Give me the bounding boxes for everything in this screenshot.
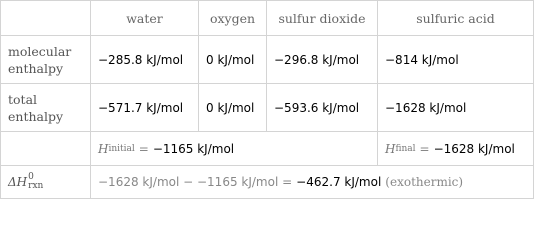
total-enthalpy-oxygen: 0 kJ/mol <box>206 100 255 115</box>
final-enthalpy-symbol: H <box>385 141 396 156</box>
row-label-total-enthalpy: total enthalpy <box>8 91 64 124</box>
reaction-enthalpy-note: (exothermic) <box>385 175 464 189</box>
final-enthalpy-subscript: final <box>395 143 416 154</box>
initial-equals: = <box>138 141 149 156</box>
molecular-enthalpy-water: −285.8 kJ/mol <box>98 52 184 67</box>
initial-enthalpy-value: −1165 kJ/mol <box>152 141 235 156</box>
reaction-enthalpy-result: −462.7 kJ/mol <box>296 175 382 189</box>
total-enthalpy-sulfuric-acid: −1628 kJ/mol <box>385 100 467 115</box>
reaction-enthalpy-superscript: 0 <box>28 172 34 182</box>
reaction-enthalpy-subscript: rxn <box>28 181 44 191</box>
column-header-oxygen: oxygen <box>209 10 256 26</box>
total-enthalpy-water: −571.7 kJ/mol <box>98 100 184 115</box>
molecular-enthalpy-oxygen: 0 kJ/mol <box>206 52 255 67</box>
initial-enthalpy <box>91 132 377 165</box>
molecular-enthalpy-sulfuric-acid: −814 kJ/mol <box>385 52 459 67</box>
reaction-enthalpy-calculation <box>91 166 533 198</box>
final-enthalpy <box>378 132 533 165</box>
initial-enthalpy-subscript: initial <box>108 143 135 154</box>
final-enthalpy-value: −1628 kJ/mol <box>433 141 515 156</box>
total-enthalpy-sulfur-dioxide: −593.6 kJ/mol <box>274 100 360 115</box>
row-label-molecular-enthalpy: molecular enthalpy <box>8 43 72 76</box>
row-label-reaction-enthalpy <box>1 166 90 198</box>
reaction-enthalpy-expression: −1628 kJ/mol − −1165 kJ/mol = <box>98 175 293 189</box>
row-divider <box>0 198 534 199</box>
molecular-enthalpy-sulfur-dioxide: −296.8 kJ/mol <box>274 52 360 67</box>
column-header-water: water <box>126 10 163 26</box>
column-header-sulfuric-acid: sulfuric acid <box>416 10 495 26</box>
column-header-sulfur-dioxide: sulfur dioxide <box>278 10 366 26</box>
final-equals: = <box>419 141 430 156</box>
initial-enthalpy-symbol: H <box>98 141 109 156</box>
reaction-enthalpy-symbol: ΔH <box>8 175 28 189</box>
